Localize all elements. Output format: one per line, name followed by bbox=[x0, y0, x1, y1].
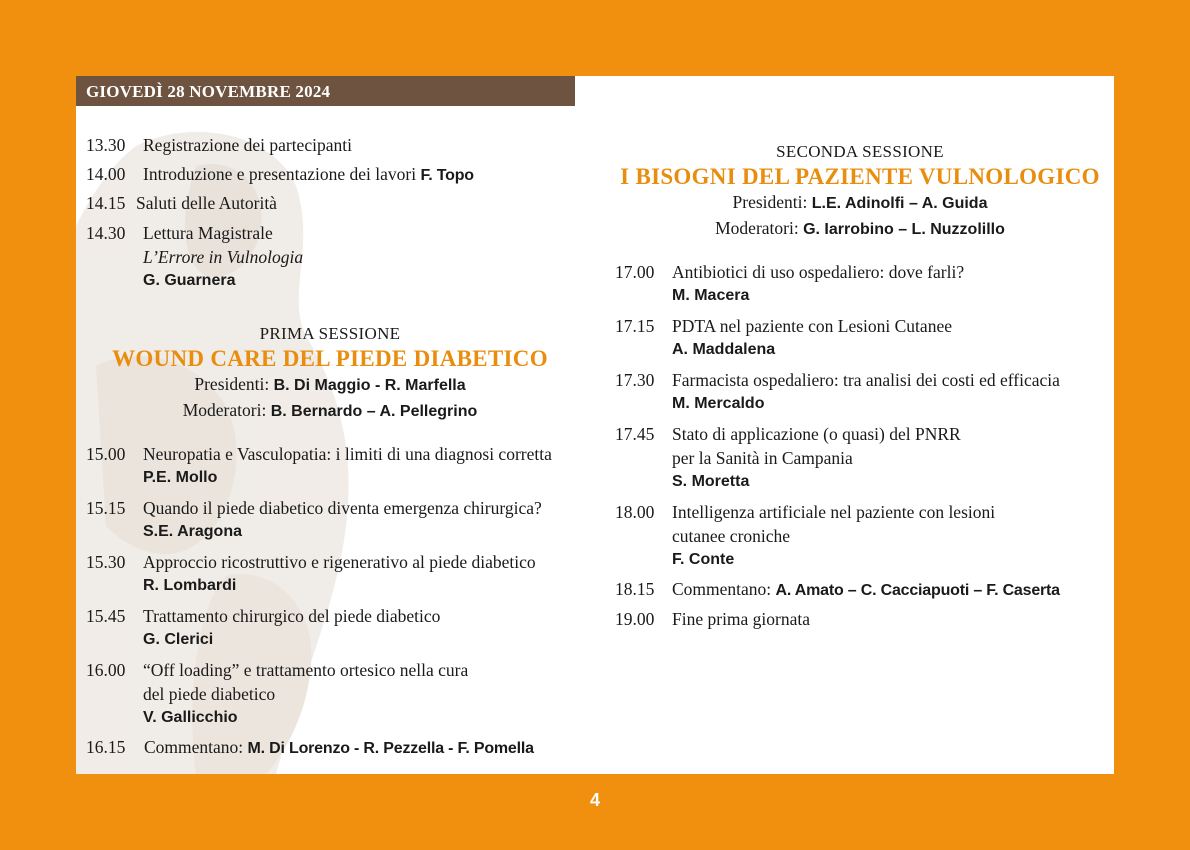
item-title-line2: del piede diabetico bbox=[143, 684, 276, 704]
item-title-line2: per la Sanità in Campania bbox=[672, 448, 853, 468]
item-time: 16.15 bbox=[86, 737, 126, 757]
item-title: Trattamento chirurgico del piede diabetico bbox=[143, 606, 441, 626]
item-title: PDTA nel paziente con Lesioni Cutanee bbox=[672, 316, 952, 336]
item-title: Intelligenza artificiale nel paziente con lesioni bbox=[672, 502, 996, 522]
item-title: Introduzione e presentazione dei lavori bbox=[143, 164, 417, 184]
item-speaker: G. Clerici bbox=[143, 631, 214, 648]
item-time: 15.15 bbox=[86, 498, 126, 518]
session-label: SECONDA SESSIONE bbox=[776, 142, 944, 161]
item-time: 14.00 bbox=[86, 164, 126, 184]
item-time: 17.15 bbox=[615, 316, 655, 336]
item-time: 13.30 bbox=[86, 135, 126, 155]
item-speaker: P.E. Mollo bbox=[143, 469, 218, 486]
item-time: 15.45 bbox=[86, 606, 126, 626]
item-time: 16.00 bbox=[86, 660, 126, 680]
item-title: Antibiotici di uso ospedaliero: dove farli? bbox=[672, 262, 965, 282]
item-speaker: V. Gallicchio bbox=[143, 709, 238, 726]
session-presidents: Presidenti: B. Di Maggio - R. Marfella bbox=[194, 374, 466, 394]
item-title-line2: cutanee croniche bbox=[672, 526, 791, 546]
session-title: WOUND CARE DEL PIEDE DIABETICO bbox=[112, 346, 548, 371]
session-title: I BISOGNI DEL PAZIENTE VULNOLOGICO bbox=[620, 164, 1100, 189]
item-speaker: F. Conte bbox=[672, 551, 735, 568]
item-title: Approccio ricostruttivo e rigenerativo al piede diabetico bbox=[143, 552, 536, 572]
program-page bbox=[76, 76, 1114, 774]
item-time: 18.00 bbox=[615, 502, 655, 522]
session-label: PRIMA SESSIONE bbox=[259, 324, 401, 343]
item-title: Stato di applicazione (o quasi) del PNRR bbox=[672, 424, 961, 444]
item-speaker: M. Macera bbox=[672, 287, 750, 304]
item-time: 14.15 bbox=[86, 193, 126, 213]
item-speaker: M. Mercaldo bbox=[672, 395, 765, 412]
item-speaker: M. Di Lorenzo - R. Pezzella - F. Pomella bbox=[247, 740, 534, 757]
item-title: Quando il piede diabetico diventa emergenza chirurgica? bbox=[143, 498, 542, 518]
item-title: Fine prima giornata bbox=[672, 609, 811, 629]
session-presidents: Presidenti: L.E. Adinolfi – A. Guida bbox=[732, 192, 988, 212]
item-speaker: R. Lombardi bbox=[143, 577, 237, 594]
item-speaker: G. Guarnera bbox=[143, 272, 236, 289]
item-time: 17.30 bbox=[615, 370, 655, 390]
item-subtitle: L’Errore in Vulnologia bbox=[143, 247, 304, 267]
item-title: Commentano: bbox=[144, 737, 244, 757]
item-time: 17.45 bbox=[615, 424, 655, 444]
item-speaker: F. Topo bbox=[420, 167, 474, 184]
session-moderators: Moderatori: G. Iarrobino – L. Nuzzolillo bbox=[715, 218, 1005, 238]
item-time: 15.00 bbox=[86, 444, 126, 464]
session-2-header bbox=[606, 140, 1114, 242]
day-header-bar: GIOVEDÌ 28 NOVEMBRE 2024 bbox=[76, 76, 575, 106]
item-time: 14.30 bbox=[86, 223, 126, 243]
session-1-header bbox=[76, 322, 584, 424]
item-speaker: S. Moretta bbox=[672, 473, 750, 490]
item-time: 15.30 bbox=[86, 552, 126, 572]
item-time: 18.15 bbox=[615, 579, 655, 599]
item-title: Commentano: bbox=[672, 579, 772, 599]
item-title: Lettura Magistrale bbox=[143, 223, 273, 243]
item-title: Saluti delle Autorità bbox=[136, 193, 277, 213]
item-speaker: S.E. Aragona bbox=[143, 523, 242, 540]
item-title: “Off loading” e trattamento ortesico nella cura bbox=[143, 660, 469, 680]
item-time: 17.00 bbox=[615, 262, 655, 282]
item-title: Neuropatia e Vasculopatia: i limiti di una diagnosi corretta bbox=[143, 444, 552, 464]
page-number: 4 bbox=[589, 790, 600, 810]
item-title: Registrazione dei partecipanti bbox=[143, 135, 352, 155]
session-moderators: Moderatori: B. Bernardo – A. Pellegrino bbox=[182, 400, 478, 420]
item-time: 19.00 bbox=[615, 609, 655, 629]
item-speaker: A. Amato – C. Cacciapuoti – F. Caserta bbox=[775, 582, 1060, 599]
item-title: Farmacista ospedaliero: tra analisi dei costi ed efficacia bbox=[672, 370, 1060, 390]
item-speaker: A. Maddalena bbox=[672, 341, 776, 358]
